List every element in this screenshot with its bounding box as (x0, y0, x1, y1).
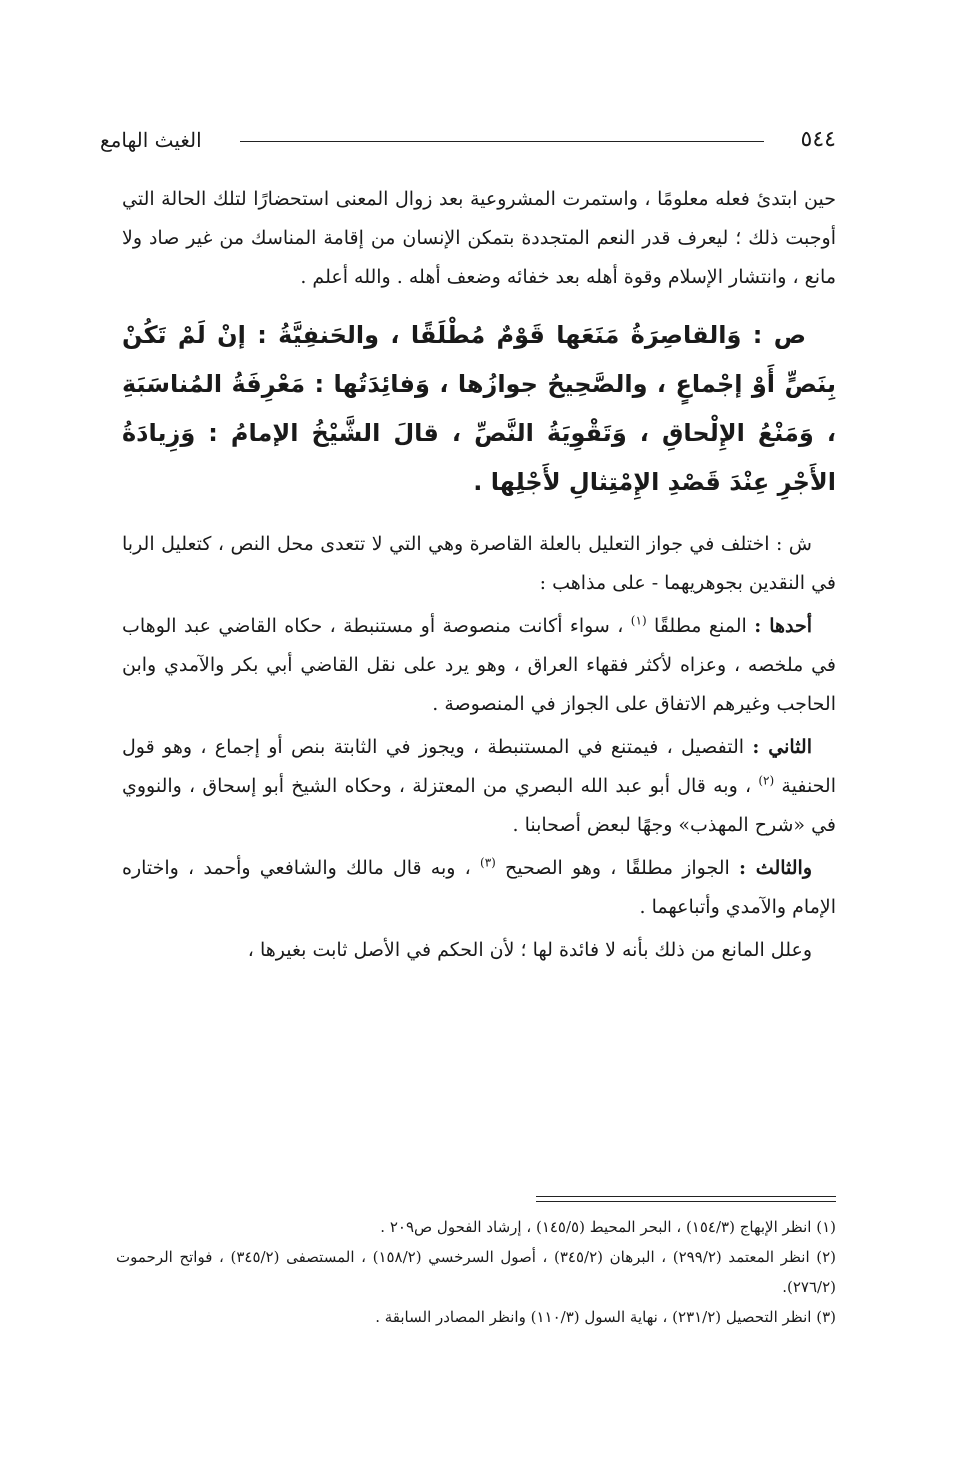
paragraph-continuation: حين ابتدئ فعله معلومًا ، واستمرت المشروعية بعد زوال المعنى استحضارًا لتلك الحالة التي أوجبت ذلك ؛ ليعرف قدر النعم المتجددة بتمكن الإنسان من إقامة المناسك من غير صاد ولا مانع ، وانتشار الإسلام وقوة أهله بعد خفائه وضعف أهله . والله أعلم . (122, 188, 836, 288)
book-title: الغيث الهامع (100, 128, 202, 152)
opinion-third-text-a: الجواز مطلقًا ، وهو الصحيح (505, 857, 730, 879)
footnote-ref-3[interactable]: (٣) (480, 855, 496, 870)
footnote-ref-1[interactable]: (١) (630, 613, 647, 628)
footnote-3: (٣) انظر التحصيل (٢٣١/٢) ، نهاية السول (١١٠/٣) وانظر المصادر السابقة . (375, 1308, 836, 1326)
matn-paragraph: ص : وَالقاصِرَةُ مَنَعَها قَوْمٌ مُطْلَقًا ، والحَنفِيَّةُ : إنْ لَمْ تَكُنْ بِنَصٍّ أَوْ إجْماعٍ ، والصَّحِيحُ جوازُها ، وَفائِدَتُها : مَعْرِفَةُ المُناسَبَةِ ، وَمَنْعُ الإِلْحاقِ ، وَتَقْوِيَةُ النَّصِّ ، قالَ الشَّيْخُ الإمامُ : وَزِيادَةُ الأَجْرِ عِنْدَ قَصْدِ الإِمْتِثالِ لأَجْلِها . (122, 321, 836, 496)
footnote-divider (536, 1196, 836, 1197)
page-number: ٥٤٤ (800, 127, 836, 152)
opinion-second (122, 728, 836, 845)
opinion-third-text-b: ، وبه قال مالك والشافعي وأحمد ، واختاره الإمام والآمدي وأتباعهما . (122, 857, 836, 918)
footnote-2: (٢) انظر المعتمد (٢٩٩/٢) ، البرهان (٣٤٥/٢) ، أصول السرخسي (١٥٨/٢) ، المستصفى (٣٤٥/٢) ، فواتح الرحموت (٢٧٦/٢). (116, 1248, 837, 1296)
opinion-third-lead: والثالث : (739, 857, 813, 879)
header-rule (240, 141, 764, 142)
opinion-second-lead: الثاني : (752, 736, 812, 758)
footnotes (116, 1212, 836, 1332)
main-text (122, 180, 836, 970)
paragraph-last: وعلل المانع من ذلك بأنه لا فائدة لها ؛ لأن الحكم في الأصل ثابت بغيرها ، (247, 939, 812, 961)
opinion-second-text-b: ، وبه قال أبو عبد الله البصري من المعتزلة ، وحكاه الشيخ أبو إسحاق ، والنووي في «شرح المهذب» وجهًا لبعض أصحابنا . (122, 775, 836, 836)
sharh-paragraph: ش : اختلف في جواز التعليل بالعلة القاصرة وهي التي لا تتعدى محل النص ، كتعليل الربا في النقدين بجوهريهما - على مذاهب : (122, 533, 836, 594)
opinion-first (122, 607, 836, 724)
footnote-divider-second (536, 1201, 836, 1202)
running-header (100, 120, 836, 160)
opinion-first-lead: أحدها : (754, 615, 812, 637)
opinion-first-text-b: ، سواء أكانت منصوصة أو مستنبطة ، حكاه القاضي عبد الوهاب في ملخصه ، وعزاه لأكثر فقهاء العراق ، وهو يرد على نقل القاضي أبي بكر والآمدي وابن الحاجب وغيرهم الاتفاق على الجواز في المنصوصة . (122, 615, 836, 715)
opinion-first-text-a: المنع مطلقًا (654, 615, 747, 637)
opinion-third (122, 849, 836, 927)
opinion-second-text-a: التفصيل ، فيمتنع في المستنبطة ، ويجوز في الثابتة بنص أو إجماع ، وهو قول الحنفية (122, 736, 837, 797)
footnote-ref-2[interactable]: (٢) (758, 773, 775, 788)
footnote-1: (١) انظر الإبهاج (١٥٤/٣) ، البحر المحيط (١٤٥/٥) ، إرشاد الفحول ص٢٠٩ . (380, 1218, 836, 1236)
